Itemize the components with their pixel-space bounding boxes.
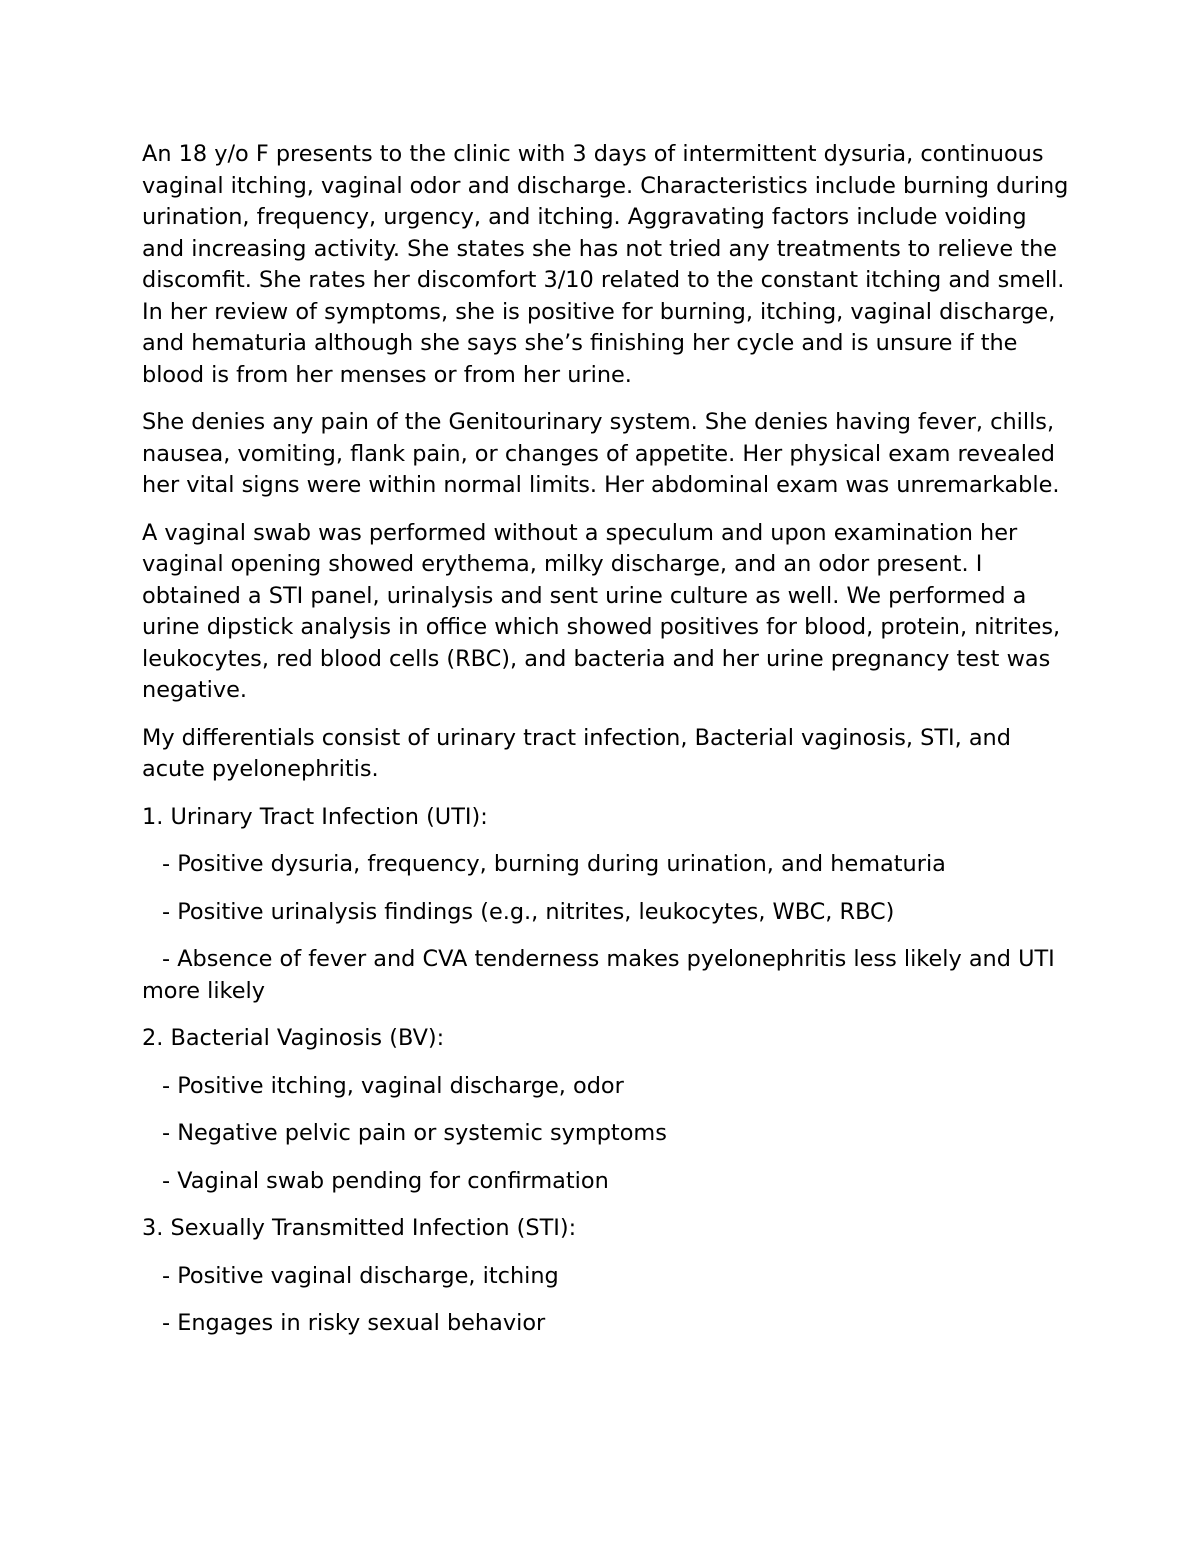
paragraph-presentation: An 18 y/o F presents to the clinic with 3 days of intermittent dysuria, continuous vaginal itching, vaginal odor and discharge. Characteristics include burning during urination, frequency, urgency, and itching. Aggravating factors include voiding and increasing activity. She states she has not tried any treatments to relieve the discomfit. She rates her discomfort 3/10 related to the constant itching and smell. In her review of symptoms, she is positive for burning, itching, vaginal discharge, and hematuria although she says she’s finishing her cycle and is unsure if the blood is from her menses or from her urine.: [142, 141, 1069, 388]
differential-bullet: - Vaginal swab pending for confirmation: [162, 1167, 609, 1194]
differential-heading: 3. Sexually Transmitted Infection (STI):: [142, 1215, 577, 1241]
differential-bv: [142, 1023, 1072, 1197]
differential-bullet: - Engages in risky sexual behavior: [162, 1310, 546, 1336]
paragraph-differentials-intro: My differentials consist of urinary tract infection, Bacterial vaginosis, STI, and acute pyelonephritis.: [142, 724, 1011, 782]
paragraph-exam: A vaginal swab was performed without a speculum and upon examination her vaginal opening showed erythema, milky discharge, and an odor present. I obtained a STI panel, urinalysis and sent urine culture as well. We performed a urine dipstick analysis in office which showed positives for blood, protein, nitrites, leukocytes, red blood cells (RBC), and bacteria and her urine pregnancy test was negative.: [142, 519, 1061, 703]
differential-heading: 1. Urinary Tract Infection (UTI):: [142, 803, 488, 830]
differential-bullet: - Positive dysuria, frequency, burning during urination, and hematuria: [162, 851, 946, 877]
differential-bullet: - Negative pelvic pain or systemic symptoms: [162, 1120, 667, 1146]
differential-bullet: - Positive urinalysis findings (e.g., nitrites, leukocytes, WBC, RBC): [162, 898, 895, 925]
document-body: [142, 139, 1072, 1356]
differential-bullet: - Positive itching, vaginal discharge, odor: [162, 1072, 624, 1099]
differential-sti: [142, 1213, 1072, 1340]
differential-bullet: - Positive vaginal discharge, itching: [162, 1262, 559, 1289]
paragraph-denials: She denies any pain of the Genitourinary system. She denies having fever, chills, nausea, vomiting, flank pain, or changes of appetite. Her physical exam revealed her vital signs were within normal limits. Her abdominal exam was unremarkable.: [142, 409, 1060, 498]
differential-bullet: - Absence of fever and CVA tenderness makes pyelonephritis less likely and UTI more likely: [142, 946, 1055, 1004]
differential-heading: 2. Bacterial Vaginosis (BV):: [142, 1025, 445, 1051]
differential-uti: [142, 802, 1072, 1008]
